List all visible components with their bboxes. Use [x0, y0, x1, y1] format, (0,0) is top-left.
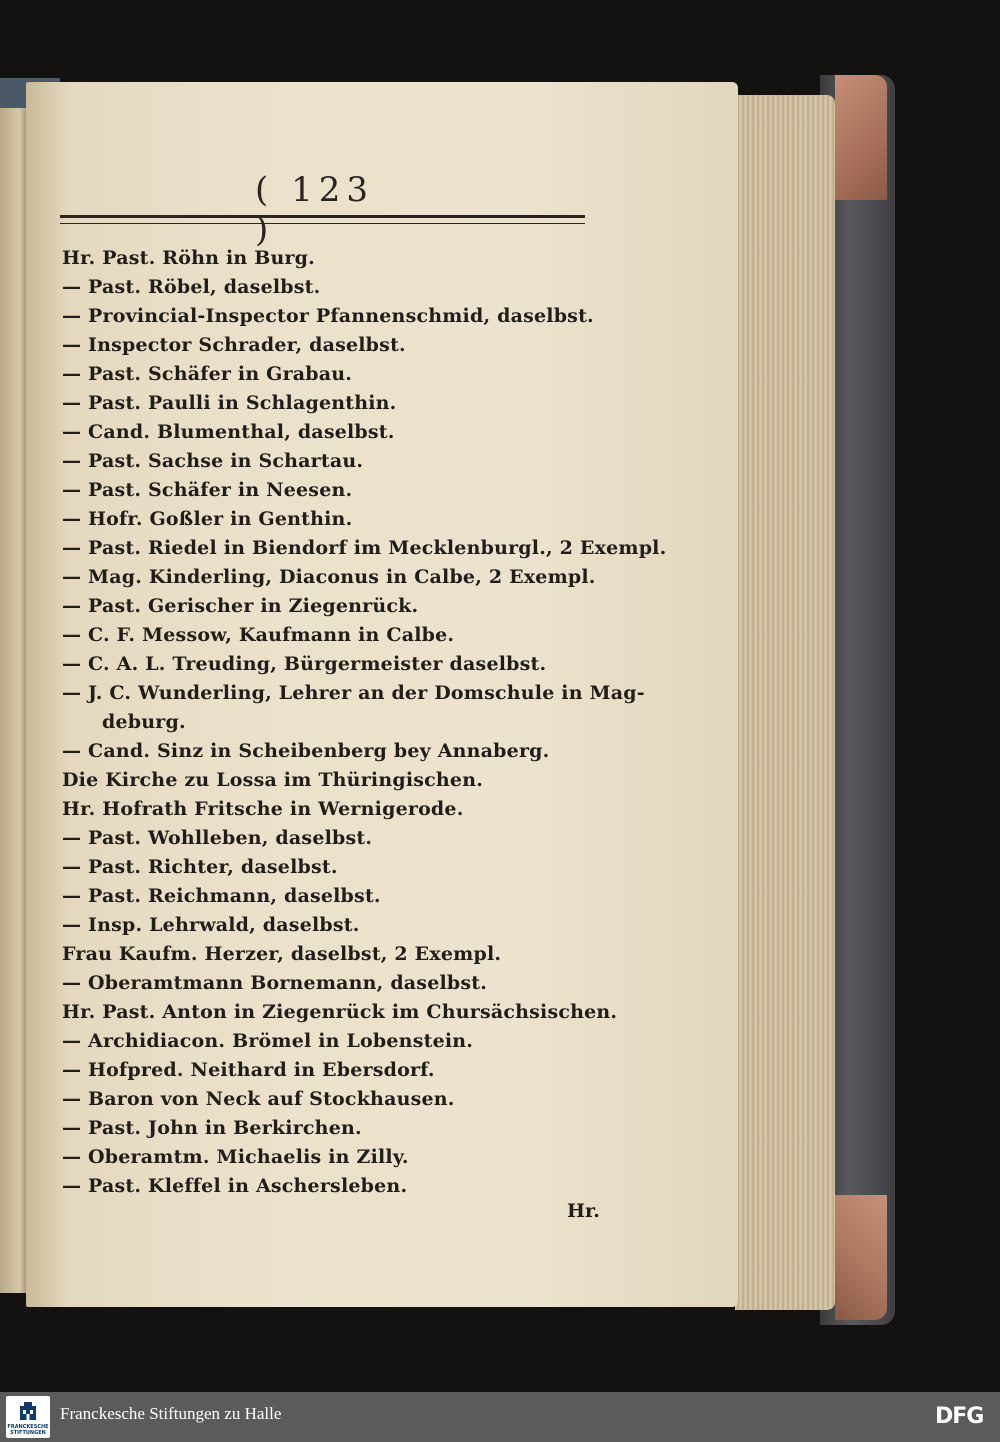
- institution-name[interactable]: Franckesche Stiftungen zu Halle: [60, 1404, 282, 1423]
- institution-logo[interactable]: [6, 1396, 50, 1438]
- list-item: Hr. Past. Röhn in Burg.: [62, 247, 315, 269]
- list-item: — Past. John in Berkirchen.: [62, 1117, 362, 1139]
- list-item: — Past. Richter, daselbst.: [62, 856, 338, 878]
- list-item: — Archidiacon. Brömel in Lobenstein.: [62, 1030, 474, 1052]
- list-item: — Past. Schäfer in Neesen.: [62, 479, 353, 501]
- list-item: — C. A. L. Treuding, Bürgermeister daselbst.: [62, 653, 547, 675]
- list-item: Hr. Hofrath Fritsche in Wernigerode.: [62, 798, 464, 820]
- list-item: — Hofr. Goßler in Genthin.: [62, 508, 353, 530]
- list-item: — Cand. Blumenthal, daselbst.: [62, 421, 395, 443]
- list-item: — Past. Sachse in Schartau.: [62, 450, 364, 472]
- list-item: — Oberamtmann Bornemann, daselbst.: [62, 972, 488, 994]
- list-item: — Past. Paulli in Schlagenthin.: [62, 392, 397, 414]
- building-icon: [18, 1400, 38, 1422]
- dfg-logo[interactable]: DFG: [935, 1404, 984, 1429]
- list-item: — Past. Röbel, daselbst.: [62, 276, 321, 298]
- list-item: — Baron von Neck auf Stockhausen.: [62, 1088, 455, 1110]
- left-page-edge: [0, 78, 28, 1293]
- list-item: — Past. Gerischer in Ziegenrück.: [62, 595, 419, 617]
- viewer-footer: [0, 1392, 1000, 1442]
- page-edges: [735, 95, 835, 1310]
- list-item: — Hofpred. Neithard in Ebersdorf.: [62, 1059, 435, 1081]
- subscriber-list: [62, 244, 667, 1201]
- list-item: — Past. Reichmann, daselbst.: [62, 885, 381, 907]
- header-rule: [60, 215, 585, 224]
- list-item: — Mag. Kinderling, Diaconus in Calbe, 2 Exempl.: [62, 566, 596, 588]
- list-item: — Insp. Lehrwald, daselbst.: [62, 914, 360, 936]
- list-item: Hr. Past. Anton in Ziegenrück im Chursächsischen.: [62, 1001, 618, 1023]
- list-item: Frau Kaufm. Herzer, daselbst, 2 Exempl.: [62, 943, 502, 965]
- list-item: — J. C. Wunderling, Lehrer an der Domschule in Mag-: [62, 682, 645, 704]
- list-item: deburg.: [102, 711, 186, 733]
- list-item: — Past. Wohlleben, daselbst.: [62, 827, 373, 849]
- list-item: — Past. Kleffel in Aschersleben.: [62, 1175, 408, 1197]
- list-item: — Past. Schäfer in Grabau.: [62, 363, 353, 385]
- list-item: — Inspector Schrader, daselbst.: [62, 334, 406, 356]
- list-item: — Past. Riedel in Biendorf im Mecklenburgl., 2 Exempl.: [62, 537, 667, 559]
- page-number: ( 123 ): [255, 170, 374, 250]
- list-item: Die Kirche zu Lossa im Thüringischen.: [62, 769, 484, 791]
- list-item: — C. F. Messow, Kaufmann in Calbe.: [62, 624, 455, 646]
- logo-text: FRANCKESCHE STIFTUNGEN: [7, 1424, 49, 1436]
- leather-corner-bottom: [835, 1195, 887, 1320]
- catchword: Hr.: [567, 1200, 600, 1222]
- list-item: — Cand. Sinz in Scheibenberg bey Annaberg.: [62, 740, 550, 762]
- list-item: — Oberamtm. Michaelis in Zilly.: [62, 1146, 409, 1168]
- list-item: — Provincial-Inspector Pfannenschmid, daselbst.: [62, 305, 594, 327]
- leather-corner-top: [835, 75, 887, 200]
